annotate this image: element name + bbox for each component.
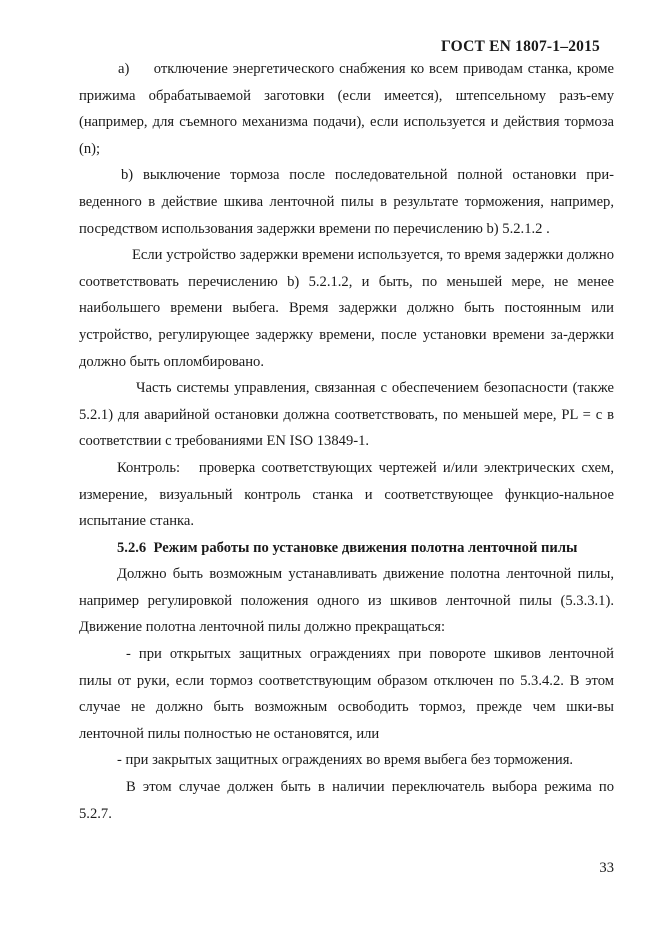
paragraph-item-a: а) отключение энергетического снабжения ко всем приводам станка, кроме прижима обрабатываемой заготовки (если имеется), штепсельному разъ-ему (например, для съемного механизма подачи), если используется и действия тормоза (n); bbox=[79, 61, 614, 157]
section-paragraph-intro: Должно быть возможным устанавливать движение полотна ленточной пилы, например регулировкой положения одного из шкивов ленточной пилы (5.3.3.1). Движение полотна ленточной пилы должно прекращаться: bbox=[79, 566, 614, 636]
paragraph-verification: Контроль: проверка соответствующих чертежей и/или электрических схем, измерение, визуальный контроль станка и соответствующее функцио-нальное испытание станка. bbox=[79, 459, 614, 530]
document-body bbox=[79, 56, 614, 827]
paragraph-control-system: Часть системы управления, связанная с обеспечением безопасности (также 5.2.1) для аварийной остановки должна соответствовать, по меньшей мере, PL = c в соответствии с требованиями EN ISO 13849-1. bbox=[79, 380, 614, 450]
paragraph-item-b: b) выключение тормоза после последовательной полной остановки при-веденного в действие шкива ленточной пилы в результате торможения, например, посредством использования задержки времени по перечислению b) 5.2.1.2 . bbox=[79, 167, 614, 237]
section-paragraph-mode-switch: В этом случае должен быть в наличии переключатель выбора режима по 5.2.7. bbox=[79, 779, 614, 822]
section-heading: 5.2.6 Режим работы по установке движения полотна ленточной пилы bbox=[117, 539, 578, 556]
document-header: ГОСТ EN 1807-1–2015 bbox=[441, 38, 600, 55]
section-paragraph-closed-guards: - при закрытых защитных ограждениях во время выбега без торможения. bbox=[117, 752, 574, 769]
section-paragraph-open-guards: - при открытых защитных ограждениях при повороте шкивов ленточной пилы от руки, если тормоз соответствующим образом отключен по 5.3.4.2. В этом случае не должно быть возможным освободить тормоз, прежде чем шки-вы ленточной пилы полностью не остановятся, или bbox=[79, 646, 614, 742]
paragraph-time-delay: Если устройство задержки времени используется, то время задержки должно соответствовать перечислению b) 5.2.1.2, и быть, по меньшей мере, не менее наибольшего времени выбега. Время задержки должно быть постоянным или устройство, регулирующее задержку времени, после установки времени за-держки должно быть опломбировано. bbox=[79, 247, 614, 370]
page-number: 33 bbox=[599, 860, 614, 876]
